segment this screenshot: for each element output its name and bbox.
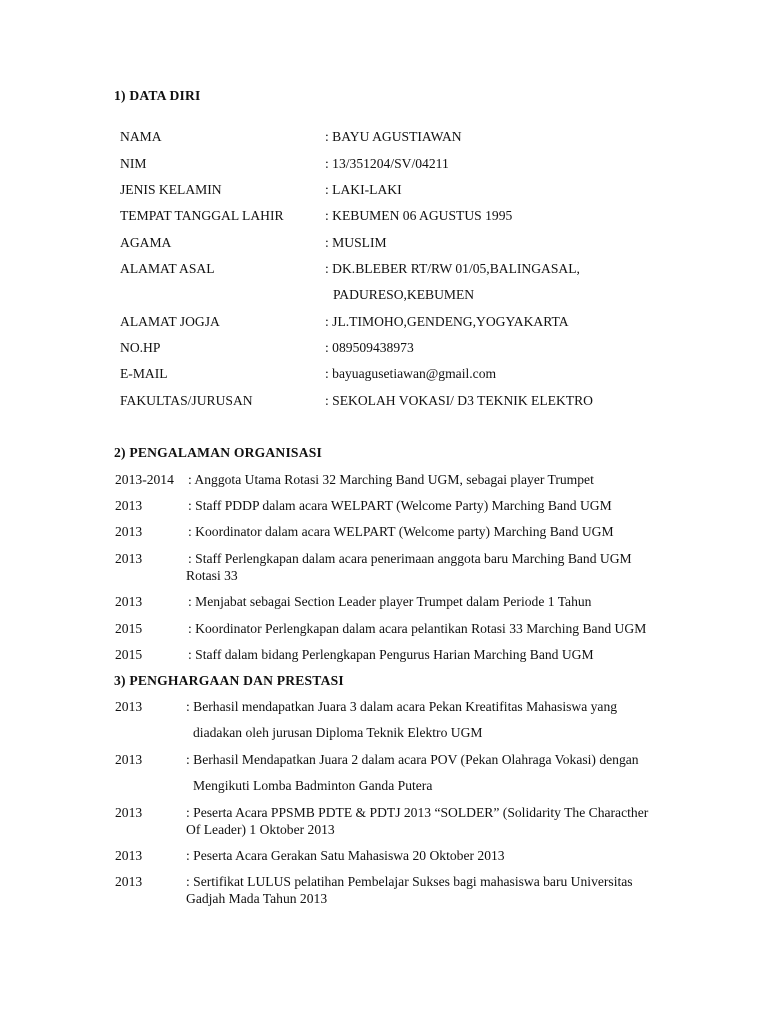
section-heading-data-diri: 1) DATA DIRI xyxy=(114,88,201,103)
field-label-agama: AGAMA xyxy=(120,235,172,250)
field-value-no-hp: : 089509438973 xyxy=(325,340,414,355)
field-value-ttl: : KEBUMEN 06 AGUSTUS 1995 xyxy=(325,208,513,223)
field-label-nim: NIM xyxy=(120,156,147,171)
section-heading-pengalaman-organisasi: 2) PENGALAMAN ORGANISASI xyxy=(114,445,322,460)
org-text: : Staff Perlengkapan dalam acara penerimaan anggota baru Marching Band UGM xyxy=(188,551,632,566)
field-value-email: : bayuagusetiawan@gmail.com xyxy=(325,366,497,381)
field-label-alamat-jogja: ALAMAT JOGJA xyxy=(120,314,220,329)
award-text: : Berhasil mendapatkan Juara 3 dalam acara Pekan Kreatifitas Mahasiswa yang xyxy=(186,699,618,714)
org-text: : Staff PDDP dalam acara WELPART (Welcome Party) Marching Band UGM xyxy=(188,498,612,513)
field-value-alamat-jogja: : JL.TIMOHO,GENDENG,YOGYAKARTA xyxy=(325,314,569,329)
org-year: 2013 xyxy=(115,551,143,566)
award-year: 2013 xyxy=(115,848,143,863)
field-value-fakultas: : SEKOLAH VOKASI/ D3 TEKNIK ELEKTRO xyxy=(325,393,593,408)
field-label-nama: NAMA xyxy=(120,129,162,144)
award-year: 2013 xyxy=(115,874,143,889)
field-label-alamat-asal: ALAMAT ASAL xyxy=(120,261,215,276)
org-text-line2: Rotasi 33 xyxy=(186,568,238,583)
field-value-agama: : MUSLIM xyxy=(325,235,387,250)
award-year: 2013 xyxy=(115,752,143,767)
award-text: : Berhasil Mendapatkan Juara 2 dalam acara POV (Pekan Olahraga Vokasi) dengan xyxy=(186,752,639,767)
field-label-jenis-kelamin: JENIS KELAMIN xyxy=(120,182,222,197)
field-label-fakultas: FAKULTAS/JURUSAN xyxy=(120,393,253,408)
award-text: : Peserta Acara Gerakan Satu Mahasiswa 20 Oktober 2013 xyxy=(186,848,505,863)
section-heading-penghargaan-prestasi: 3) PENGHARGAAN DAN PRESTASI xyxy=(114,673,344,688)
award-text: : Sertifikat LULUS pelatihan Pembelajar Sukses bagi mahasiswa baru Universitas xyxy=(186,874,633,889)
award-text-line2: Of Leader) 1 Oktober 2013 xyxy=(186,822,335,837)
org-text: : Anggota Utama Rotasi 32 Marching Band UGM, sebagai player Trumpet xyxy=(188,472,594,487)
org-text: : Staff dalam bidang Perlengkapan Pengurus Harian Marching Band UGM xyxy=(188,647,594,662)
org-year: 2013-2014 xyxy=(115,472,174,487)
field-label-email: E-MAIL xyxy=(120,366,168,381)
field-value-nama: : BAYU AGUSTIAWAN xyxy=(325,129,462,144)
org-text: : Menjabat sebagai Section Leader player Trumpet dalam Periode 1 Tahun xyxy=(188,594,592,609)
field-label-ttl: TEMPAT TANGGAL LAHIR xyxy=(120,208,284,223)
award-year: 2013 xyxy=(115,805,143,820)
field-value-nim: : 13/351204/SV/04211 xyxy=(325,156,449,171)
field-value-alamat-asal: : DK.BLEBER RT/RW 01/05,BALINGASAL, xyxy=(325,261,580,276)
award-text-line2: diadakan oleh jurusan Diploma Teknik Elektro UGM xyxy=(193,725,483,740)
award-text-line2: Gadjah Mada Tahun 2013 xyxy=(186,891,328,906)
org-year: 2013 xyxy=(115,524,143,539)
field-label-no-hp: NO.HP xyxy=(120,340,161,355)
org-year: 2013 xyxy=(115,498,143,513)
award-text-line2: Mengikuti Lomba Badminton Ganda Putera xyxy=(193,778,433,793)
org-year: 2015 xyxy=(115,621,143,636)
award-year: 2013 xyxy=(115,699,143,714)
org-text: : Koordinator dalam acara WELPART (Welcome party) Marching Band UGM xyxy=(188,524,614,539)
org-year: 2013 xyxy=(115,594,143,609)
award-text: : Peserta Acara PPSMB PDTE & PDTJ 2013 “SOLDER” (Solidarity The Characther xyxy=(186,805,649,820)
field-value-alamat-asal-line2: PADURESO,KEBUMEN xyxy=(333,287,475,302)
org-year: 2015 xyxy=(115,647,143,662)
field-value-jenis-kelamin: : LAKI-LAKI xyxy=(325,182,402,197)
org-text: : Koordinator Perlengkapan dalam acara pelantikan Rotasi 33 Marching Band UGM xyxy=(188,621,647,636)
